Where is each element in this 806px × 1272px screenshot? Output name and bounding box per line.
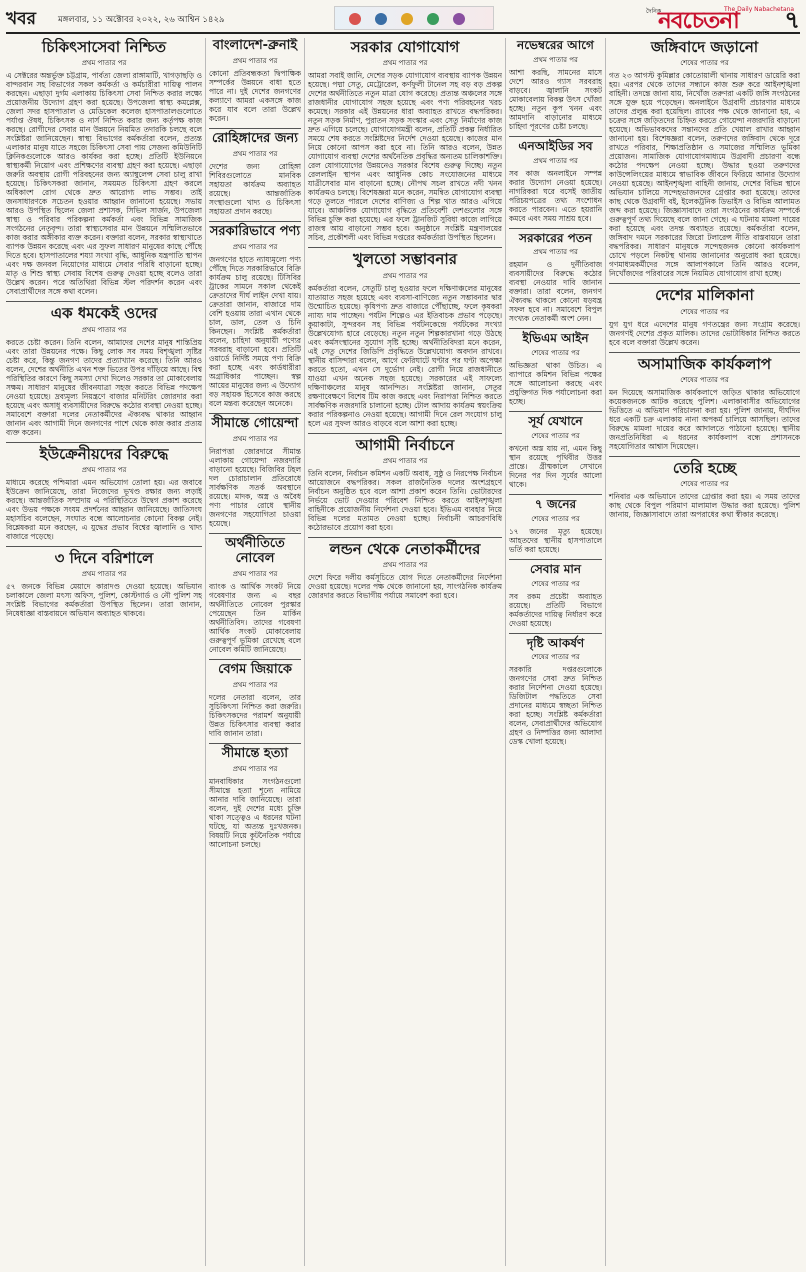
headline[interactable]: ৭ জনের — [534, 496, 577, 511]
story-body: কর্মকর্তারা বলেন, সেতুটি চালু হওয়ার ফলে দক্ষিণাঞ্চলের মানুষের যাতায়াত সহজ হয়েছে এবং ব্যবসা-বাণিজ্যে নতুন সম্ভাবনার দ্বার উন্মোচিত হয়েছে। কৃষিপণ্য দ্রুত বাজারে পৌঁছাচ্ছে, ফলে কৃষকরা ন্যায্য দাম পাচ্ছেন। পর্যটন শিল্পেও এর ইতিবাচক প্রভাব পড়েছে। কুয়াকাটা, সুন্দরবন সহ বিভিন্ন পর্যটনকেন্দ্রে পর্যটকের সংখ্যা উল্লেখযোগ্য হারে বেড়েছে। নতুন নতুন শিল্পকারখানা গড়ে উঠছে এবং কর্মসংস্থানের সুযোগ সৃষ্টি হচ্ছে। অর্থনীতিবিদরা মনে করেন, এই সেতু দেশের জিডিপি প্রবৃদ্ধিতে উল্লেখযোগ্য অবদান রাখবে। স্থানীয় বাসিন্দারা বলেন, আগে ফেরিঘাটে ঘণ্টার পর ঘণ্টা অপেক্ষা করতে হতো, এখন সে দুর্ভোগ নেই। রোগী নিয়ে রাজধানীতে যাওয়া এখন অনেক সহজ হয়েছে। সরকারের এই সাফল্যে দক্ষিণাঞ্চলের মানুষ আনন্দিত। সংশ্লিষ্টরা জানান, সেতুর রক্ষণাবেক্ষণে বিশেষ টিম কাজ করছে এবং নিরাপত্তা নিশ্চিত করতে সার্বক্ষণিক নজরদারি চালানো হচ্ছে। টোল আদায় কার্যক্রম স্বয়ংক্রিয় করার পরিকল্পনাও নেওয়া হয়েছে। আগামী দিনে রেল সংযোগ চালু হলে এর সুফল আরও বাড়বে বলে আশা করা হচ্ছে। — [308, 283, 502, 428]
story — [209, 537, 301, 654]
story — [509, 232, 602, 324]
story-body: দেশে ফিরে দলীয় কর্মসূচিতে যোগ দিতে নেতাকর্মীদের নির্দেশনা দেওয়া হয়েছে। দলের পক্ষ থেকে জানানো হয়, সাংগঠনিক কার্যক্রম জোরদার করতে বিভাগীয় পর্যায়ে সমাবেশ করা হবে। — [308, 573, 502, 600]
divider — [509, 136, 602, 137]
story — [308, 541, 502, 600]
divider — [6, 442, 202, 443]
divider — [209, 413, 301, 414]
story-body: মানবাধিকার সংগঠনগুলো সীমান্তে হত্যা শূন্যে নামিয়ে আনার দাবি জানিয়েছে। তারা বলেন, দুই দেশের মধ্যে চুক্তি থাকা সত্ত্বেও এ ধরনের ঘটনা ঘটছে, যা অত্যন্ত দুঃখজনক। বিষয়টি নিয়ে কূটনৈতিক পর্যায়ে আলোচনা চলছে। — [209, 776, 301, 849]
story-body: করতে চেষ্টা করেন। তিনি বলেন, আমাদের দেশের মানুষ শান্তিপ্রিয় এবং তারা উন্নয়নের পক্ষে। কিছু লোক সব সময় বিশৃঙ্খলা সৃষ্টির চেষ্টা করে, কিন্তু জনগণ তাদের প্রত্যাখ্যান করেছে। তিনি আরও বলেন, দেশের অর্থনীতি এখন শক্ত ভিতের উপর দাঁড়িয়ে আছে। বিশ্ব পরিস্থিতির কারণে কিছু সমস্যা দেখা দিলেও সরকার তা মোকাবেলায় সক্ষম। সাধারণ মানুষের জীবনযাত্রা সহজ করতে বিভিন্ন পদক্ষেপ নেওয়া হয়েছে। দ্রব্যমূল্য নিয়ন্ত্রণে বাজার মনিটরিং জোরদার করা হয়েছে এবং অসাধু ব্যবসায়ীদের বিরুদ্ধে কঠোর ব্যবস্থা নেওয়া হচ্ছে। সমাবেশে বক্তারা দলের নেতাকর্মীদের ঐক্যবদ্ধ থাকার আহ্বান জানান এবং আগামী দিনে জনগণের পাশে থেকে কাজ করার প্রত্যয় ব্যক্ত করেন। — [6, 337, 202, 437]
headline[interactable]: চিকিৎসাসেবা নিশ্চিত — [42, 38, 166, 56]
divider — [6, 546, 202, 547]
byline: প্রথম পাতার পর — [81, 325, 127, 334]
story-body: জনগণের হাতে ন্যায্যমূল্যে পণ্য পৌঁছে দিতে সরকারিভাবে বিক্রি কার্যক্রম চালু রয়েছে। টিসিবির ট্রাকের সামনে সকাল থেকেই ক্রেতাদের দীর্ঘ লাইন দেখা যায়। ক্রেতারা জানান, বাজারে দাম বেশি হওয়ায় তারা এখান থেকে চাল, ডাল, তেল ও চিনি কিনছেন। সংশ্লিষ্ট কর্মকর্তারা বলেন, চাহিদা অনুযায়ী পণ্যের সরবরাহ বাড়ানো হবে। প্রতিটি ওয়ার্ডে নির্দিষ্ট সময়ে পণ্য বিক্রি করা হচ্ছে এবং কার্ডধারীরা অগ্রাধিকার পাচ্ছেন। স্বল্প আয়ের মানুষের জন্য এ উদ্যোগ বড় সহায়ক হিসেবে কাজ করছে বলে মন্তব্য করেছেন অনেকে। — [209, 254, 301, 408]
byline: প্রথম পাতার পর — [232, 242, 278, 251]
headline[interactable]: এক ধমকেই ওদের — [50, 304, 158, 323]
headline[interactable]: সরকারের পতন — [519, 230, 592, 245]
headline[interactable]: ইভিএম আইন — [522, 331, 589, 346]
byline: শেষের পাতার পর — [680, 480, 729, 488]
headline[interactable]: অর্থনীতিতে নোবেল — [225, 535, 285, 566]
divider — [209, 659, 301, 660]
story-body: অভিজ্ঞতা থাকা উচিত। এ ব্যাপারে কমিশন বিভিন্ন পক্ষের সঙ্গে আলোচনা করছে এবং প্রযুক্তিগত দিক পর্যালোচনা করা হচ্ছে। — [509, 361, 602, 407]
story — [6, 305, 202, 436]
headline[interactable]: নভেম্বরের আগে — [517, 38, 594, 52]
story — [509, 498, 602, 554]
divider — [609, 456, 800, 457]
story-body: তিনি বলেন, নির্বাচন কমিশন একটি অবাধ, সুষ্ঠু ও নিরপেক্ষ নির্বাচন আয়োজনে বদ্ধপরিকর। সকল রাজনৈতিক দলের অংশগ্রহণে নির্বাচন অনুষ্ঠিত হবে বলে আশা প্রকাশ করেন তিনি। ভোটারদের নির্ভয়ে ভোট দেওয়ার পরিবেশ নিশ্চিত করতে আইনশৃঙ্খলা বাহিনীকে প্রয়োজনীয় নির্দেশনা দেওয়া হবে। ইভিএম ব্যবহার নিয়ে বিভিন্ন দলের মতামত নেওয়া হচ্ছে। নির্বাচনী আচরণবিধি কঠোরভাবে প্রয়োগ করা হবে। — [308, 468, 502, 532]
story-body: ব্যাংক ও আর্থিক সংকট নিয়ে গবেষণার জন্য এ বছর অর্থনীতিতে নোবেল পুরস্কার পেয়েছেন তিন মার্কিন অর্থনীতিবিদ। তাদের গবেষণা আর্থিক সংকট মোকাবেলায় গুরুত্বপূর্ণ ভূমিকা রেখেছে বলে নোবেল কমিটি জানিয়েছে। — [209, 581, 301, 654]
headline[interactable]: দৃষ্টি আকর্ষণ — [526, 635, 585, 650]
headline[interactable]: খুলতো সম্ভাবনার — [353, 250, 457, 269]
story — [209, 39, 301, 123]
byline: প্রথম পাতার পর — [232, 569, 278, 578]
divider — [509, 494, 602, 495]
logo-name: নবচেতনা — [658, 8, 739, 34]
story — [609, 287, 800, 346]
headline[interactable]: দেশের মালিকানা — [655, 286, 754, 305]
byline: প্রথম পাতার পর — [533, 156, 578, 165]
story — [6, 39, 202, 296]
story-body: আমরা সবাই জানি, দেশের সড়ক যোগাযোগ ব্যবস্থায় ব্যাপক উন্নয়ন হয়েছে। পদ্মা সেতু, মেট্রোরেল, কর্ণফুলী টানেল সহ বড় বড় প্রকল্প দেশের অর্থনীতিতে নতুন মাত্রা যোগ করেছে। প্রত্যন্ত অঞ্চলের সঙ্গে রাজধানীর যোগাযোগ সহজ হয়েছে এবং পণ্য পরিবহনের খরচ কমেছে। সরকার এই উন্নয়নের ধারা অব্যাহত রাখতে বদ্ধপরিকর। নতুন সড়ক নির্মাণ, পুরাতন সড়ক সংস্কার এবং সেতু নির্মাণের কাজ দ্রুত এগিয়ে চলেছে। যোগাযোগমন্ত্রী বলেন, প্রতিটি প্রকল্প নির্ধারিত সময়ে শেষ করতে সংশ্লিষ্টদের নির্দেশ দেওয়া হয়েছে। কাজের মান নিয়ে কোনো আপস করা হবে না। তিনি আরও বলেন, উন্নত যোগাযোগ ব্যবস্থা দেশের অর্থনৈতিক প্রবৃদ্ধির অন্যতম চালিকাশক্তি। রেল যোগাযোগের উন্নয়নেও সরকার বিশেষ গুরুত্ব দিচ্ছে। নতুন রেললাইন স্থাপন এবং আধুনিক কোচ সংযোজনের মাধ্যমে যাত্রীসেবার মান বাড়ানো হচ্ছে। নৌপথ সচল রাখতে নদী খনন কার্যক্রমও চলছে। বিশেষজ্ঞরা মনে করেন, সমন্বিত যোগাযোগ ব্যবস্থা গড়ে তুলতে পারলে দেশের বাণিজ্য ও শিল্প খাত আরও এগিয়ে যাবে। আঞ্চলিক যোগাযোগ বৃদ্ধিতে প্রতিবেশী দেশগুলোর সঙ্গে বিভিন্ন চুক্তি করা হয়েছে। এর ফলে ট্রানজিট সুবিধা কাজে লাগিয়ে রাজস্ব আয় বাড়ানো সম্ভব হবে। অনুষ্ঠানে সংশ্লিষ্ট মন্ত্রণালয়ের সচিব, প্রকৌশলী এবং বিভিন্ন দপ্তরের কর্মকর্তারা উপস্থিত ছিলেন। — [308, 71, 502, 243]
story — [308, 39, 502, 242]
column-4 — [505, 38, 602, 1266]
divider — [509, 411, 602, 412]
page-number: ৭ — [784, 6, 800, 34]
story — [209, 747, 301, 849]
headline[interactable]: জঙ্গিবাদে জড়ানো — [650, 38, 759, 56]
byline: প্রথম পাতার পর — [81, 465, 127, 474]
column-3 — [304, 38, 502, 1266]
story — [6, 550, 202, 618]
story — [6, 446, 202, 541]
story-body: সব রকম প্রচেষ্টা অব্যাহত রয়েছে। প্রতিটি বিভাগে কর্মকর্তাদের দায়িত্ব নির্ধারণ করে দেওয়া হয়েছে। — [509, 591, 602, 628]
headline[interactable]: এনআইডির সব — [518, 138, 593, 153]
column-2 — [205, 38, 301, 1266]
divider — [609, 283, 800, 284]
story-body: যুগ যুগ ধরে এদেশের মানুষ গণতন্ত্রের জন্য সংগ্রাম করেছে। জনগণই দেশের প্রকৃত মালিক। তাদের ভোটাধিকার নিশ্চিত করতে হবে বলে বক্তারা উল্লেখ করেন। — [609, 319, 800, 347]
story — [509, 140, 602, 223]
divider — [509, 633, 602, 634]
headline[interactable]: সীমান্তে হত্যা — [221, 745, 289, 761]
byline: প্রথম পাতার পর — [232, 149, 278, 158]
masthead — [6, 4, 800, 34]
story-body: সব কাজ অনলাইনে সম্পন্ন করার উদ্যোগ নেওয়া হয়েছে। নাগরিকরা ঘরে বসেই জাতীয় পরিচয়পত্রের তথ্য সংশোধন করতে পারবেন। এতে হয়রানি কমবে এবং সময় সাশ্রয় হবে। — [509, 168, 602, 223]
divider — [609, 352, 800, 353]
story-body: এ সেক্টরের অন্তর্ভুক্ত চট্টগ্রাম, পার্বত্য জেলা রাঙ্গামাটি, খাগড়াছড়ি ও বান্দরবান সহ বিভাগের সকল কর্মকর্তা ও কর্মচারীরা দায়িত্ব পালন করছেন। এছাড়া দুর্গম এলাকায় চিকিৎসা সেবা নিশ্চিত করার লক্ষ্যে প্রয়োজনীয় উদ্যোগ গ্রহণ করা হয়েছে। উপজেলা স্বাস্থ্য কমপ্লেক্স, জেলা সদর হাসপাতাল ও মেডিকেল কলেজ হাসপাতালগুলোতে পর্যাপ্ত ঔষধ, চিকিৎসক ও নার্স নিশ্চিত করার জন্য কর্তৃপক্ষ কাজ করছে। রোগীদের সেবার মান উন্নয়নে নিয়মিত তদারকি চলছে বলে সংশ্লিষ্টরা জানিয়েছেন। স্বাস্থ্য বিভাগের কর্মকর্তারা বলেন, প্রত্যন্ত এলাকার মানুষ যাতে সহজে চিকিৎসা সেবা পায় সেজন্য কমিউনিটি ক্লিনিকগুলোকে আরও কার্যকর করা হচ্ছে। প্রতিটি ইউনিয়নে স্বাস্থ্যকর্মী নিয়োগ এবং প্রশিক্ষণের ব্যবস্থা গ্রহণ করা হয়েছে। এছাড়া জরুরি অবস্থায় রোগী পরিবহনের জন্য অ্যাম্বুলেন্স সেবা চালু রাখা হয়েছে। চিকিৎসকরা জানান, সময়মত চিকিৎসা গ্রহণ করলে অধিকাংশ রোগ থেকে দ্রুত আরোগ্য লাভ সম্ভব। তাই জনসাধারণকে সচেতন হওয়ার আহ্বান জানানো হয়েছে। সভায় আরও উপস্থিত ছিলেন জেলা প্রশাসক, সিভিল সার্জন, উপজেলা স্বাস্থ্য ও পরিবার পরিকল্পনা কর্মকর্তা এবং বিভিন্ন সামাজিক সংগঠনের নেতৃবৃন্দ। তারা স্বাস্থ্যসেবার মান উন্নয়নে সম্মিলিতভাবে কাজ করার অঙ্গীকার ব্যক্ত করেন। বক্তারা বলেন, সরকার স্বাস্থ্যখাতে ব্যাপক উন্নয়ন করেছে এবং এর সুফল সাধারণ মানুষের কাছে পৌঁছে দিতে হবে। হাসপাতালের শয্যা সংখ্যা বৃদ্ধি, আধুনিক যন্ত্রপাতি স্থাপন এবং দক্ষ জনবল নিয়োগের মাধ্যমে সেবার পরিধি বাড়ানো হচ্ছে। মাতৃ ও শিশু স্বাস্থ্য সেবায় বিশেষ গুরুত্ব দেওয়া হচ্ছে বলেও তারা উল্লেখ করেন। পরে অতিথিরা বিভিন্ন স্টল পরিদর্শন করেন এবং সেবাপ্রার্থীদের সঙ্গে কথা বলেন। — [6, 71, 202, 297]
byline: শেষের পাতার পর — [680, 375, 729, 384]
headline[interactable]: সেবার মান — [529, 561, 582, 576]
headline[interactable]: সরকারিভাবে পণ্য — [209, 223, 301, 239]
section-name: খবর — [6, 9, 36, 29]
story — [509, 39, 602, 131]
logo-english: The Daily Nabachetana — [724, 6, 795, 13]
column-5 — [605, 38, 800, 1266]
byline: শেষের পাতার পর — [680, 307, 729, 316]
divider — [509, 228, 602, 229]
headline[interactable]: রোহিঙ্গাদের জন্য — [211, 130, 299, 146]
headline[interactable]: সীমান্তে গোয়েন্দা — [211, 415, 299, 431]
byline: প্রথম পাতার পর — [533, 55, 578, 64]
divider — [209, 221, 301, 222]
byline: প্রথম পাতার পর — [232, 56, 278, 65]
byline: শেষের পাতার পর — [531, 349, 580, 358]
story-body: আশা করছি, সামনের মাসে দেশে আরও গ্যাস সরবরাহ বাড়বে। জ্বালানি সংকট মোকাবেলায় বিকল্প উৎস খোঁজা হচ্ছে। নতুন কূপ খনন এবং আমদানি বাড়ানোর মাধ্যমে চাহিদা পূরণের চেষ্টা চলছে। — [509, 67, 602, 131]
column-1 — [6, 38, 202, 1266]
divider — [209, 128, 301, 129]
story-body: দেশের জন্য রোহিঙ্গা শিবিরগুলোতে মানবিক সহায়তা কার্যক্রম অব্যাহত রয়েছে। আন্তর্জাতিক সংস্থাগুলো খাদ্য ও চিকিৎসা সহায়তা প্রদান করছে। — [209, 161, 301, 216]
story-body: নিরাপত্তা জোরদারে সীমান্ত এলাকায় গোয়েন্দা নজরদারি বাড়ানো হয়েছে। বিজিবির টহল দল চোরাচালান প্রতিরোধে সার্বক্ষণিক সতর্ক অবস্থানে রয়েছে। মাদক, অস্ত্র ও অবৈধ পণ্য পাচার রোধে স্থানীয় জনগণের সহযোগিতা চাওয়া হয়েছে। — [209, 446, 301, 528]
divider — [209, 533, 301, 534]
byline: প্রথম পাতার পর — [232, 434, 278, 443]
masthead-artwork — [334, 6, 494, 30]
headline[interactable]: লন্ডন থেকে নেতাকর্মীদের — [329, 539, 481, 558]
headline[interactable]: বাংলাদেশ-ব্রুনাই — [212, 38, 298, 53]
headline[interactable]: আগামী নির্বাচনে — [355, 435, 455, 454]
story — [509, 637, 602, 747]
headline[interactable]: তেরি হচ্ছে — [672, 458, 737, 477]
divider — [308, 537, 502, 538]
headline[interactable]: ৩ দিনে বরিশালে — [54, 548, 154, 567]
byline: প্রথম পাতার পর — [382, 271, 428, 280]
byline: শেষের পাতার পর — [531, 653, 580, 662]
byline: প্রথম পাতার পর — [232, 764, 278, 773]
story-body: মন দিয়েছে অসামাজিক কার্যকলাপে জড়িত থাকার অভিযোগে কয়েকজনকে আটক করেছে পুলিশ। এলাকাবাসীর অভিযোগের ভিত্তিতে এ অভিযান পরিচালনা করা হয়। পুলিশ জানায়, দীর্ঘদিন ধরে একটি চক্র এলাকায় নানা অপকর্ম চালিয়ে আসছিল। তাদের বিরুদ্ধে মামলা দায়ের করে আদালতে পাঠানো হয়েছে। স্থানীয় জনপ্রতিনিধিরা এ ধরনের কার্যকলাপ বন্ধে প্রশাসনকে সহযোগিতার আশ্বাস দিয়েছেন। — [609, 387, 800, 451]
story — [509, 332, 602, 406]
byline: শেষের পাতার পর — [680, 59, 729, 68]
story-body: মাধ্যমে করেছে পশ্চিমারা এমন অভিযোগ তোলা হয়। এর জবাবে ইউক্রেন জানিয়েছে, তারা নিজেদের ভূখণ্ড রক্ষার জন্য লড়াই করছে। আন্তর্জাতিক সম্প্রদায় এ পরিস্থিতিতে উদ্বেগ প্রকাশ করেছে এবং উভয় পক্ষকে সংযম প্রদর্শনের আহ্বান জানিয়েছে। জাতিসংঘ মহাসচিব বলেছেন, সংঘাত বন্ধে আলোচনার কোনো বিকল্প নেই। বিশ্লেষকরা মনে করছেন, এ যুদ্ধের প্রভাব বিশ্বের জ্বালানি ও খাদ্য বাজারে পড়েছে। — [6, 477, 202, 541]
story — [209, 417, 301, 528]
story-body: রহমান ও দুর্নীতিবাজ ব্যবসায়ীদের বিরুদ্ধে কঠোর ব্যবস্থা নেওয়ার দাবি জানান বক্তারা। তারা বলেন, জনগণ ঐক্যবদ্ধ থাকলে কোনো ষড়যন্ত্র সফল হবে না। সমাবেশে বিপুল সংখ্যক নেতাকর্মী অংশ নেন। — [509, 260, 602, 324]
dateline: মঙ্গলবার, ১১ অক্টোবর ২০২২, ২৬ আশ্বিন ১৪২৯ — [58, 15, 225, 25]
story — [308, 251, 502, 427]
story-body: ১৭ জনের মৃত্যু হয়েছে। আহতদের স্থানীয় হাসপাতালে ভর্তি করা হয়েছে। — [509, 526, 602, 554]
story — [609, 460, 800, 519]
byline: প্রথম পাতার পর — [232, 680, 278, 689]
story — [209, 225, 301, 408]
headline[interactable]: অসামাজিক কার্যকলাপ — [637, 354, 772, 373]
story-body: দলের নেতারা বলেন, তার সুচিকিৎসা নিশ্চিত করা জরুরি। চিকিৎসকদের পরামর্শ অনুযায়ী উন্নত চিকিৎসার ব্যবস্থা করার দাবি জানান তারা। — [209, 692, 301, 738]
byline: শেষের পাতার পর — [531, 431, 580, 440]
byline: প্রথম পাতার পর — [382, 561, 428, 569]
headline[interactable]: সরকার যোগাযোগ — [350, 38, 460, 56]
byline: প্রথম পাতার পর — [81, 59, 127, 68]
divider — [6, 301, 202, 302]
byline: প্রথম পাতার পর — [382, 59, 428, 68]
story-body: গত ২৩ আগস্ট কুমিল্লার কোতোয়ালী থানায় সাধারণ ডায়েরি করা হয়। এরপর থেকে তাদের সন্ধানে কাজ শুরু করে আইনশৃঙ্খলা বাহিনী। তদন্তে জানা যায়, নিখোঁজ তরুণরা একটি জঙ্গি সংগঠনের সঙ্গে যুক্ত হয়ে পড়েছেন। অনলাইনে উগ্রবাদী প্রচারণার মাধ্যমে তাদের প্রলুব্ধ করা হয়েছিল। র‍্যাবের পক্ষ থেকে জানানো হয়, এ চক্রের সঙ্গে জড়িতদের চিহ্নিত করতে গোয়েন্দা নজরদারি বাড়ানো হয়েছে। অভিভাবকদের সন্তানদের প্রতি খেয়াল রাখার আহ্বান জানানো হয়। বিশেষজ্ঞরা বলেন, তরুণদের জঙ্গিবাদ থেকে দূরে রাখতে পরিবার, শিক্ষাপ্রতিষ্ঠান ও সমাজের সম্মিলিত ভূমিকা প্রয়োজন। সামাজিক যোগাযোগমাধ্যমে উগ্রবাদী প্রচারণা বন্ধে কঠোর পদক্ষেপ নেওয়া হচ্ছে। উদ্ধার হওয়া তরুণদের কাউন্সেলিংয়ের মাধ্যমে স্বাভাবিক জীবনে ফিরিয়ে আনার উদ্যোগ নেওয়া হয়েছে। আইনশৃঙ্খলা বাহিনী জানায়, দেশের বিভিন্ন স্থানে অভিযান চালিয়ে সন্দেহভাজনদের গ্রেপ্তার করা হয়েছে। তাদের কাছ থেকে উগ্রবাদী বই, ইলেকট্রনিক ডিভাইস ও বিভিন্ন আলামত জব্দ করা হয়েছে। জিজ্ঞাসাবাদে তারা সংগঠনের কার্যক্রম সম্পর্কে গুরুত্বপূর্ণ তথ্য দিয়েছে বলে জানা গেছে। এ ঘটনায় মামলা দায়ের করা হয়েছে এবং তদন্ত অব্যাহত রয়েছে। কর্মকর্তারা বলেন, জঙ্গিবাদ দমনে সরকারের জিরো টলারেন্স নীতি বাস্তবায়নে তারা বদ্ধপরিকর। সাধারণ মানুষকে সন্দেহজনক কোনো কার্যকলাপ চোখে পড়লে নিকটস্থ থানায় জানানোর অনুরোধ করা হয়েছে। গণমাধ্যমকর্মীদের সঙ্গে আলাপকালে তিনি আরও বলেন, নিখোঁজদের পরিবারের সঙ্গে নিয়মিত যোগাযোগ রাখা হচ্ছে। — [609, 71, 800, 279]
byline: প্রথম পাতার পর — [533, 248, 578, 257]
story — [209, 663, 301, 738]
story — [609, 356, 800, 451]
byline: প্রথম পাতার পর — [81, 570, 127, 578]
byline: শেষের পাতার পর — [531, 514, 580, 523]
story — [609, 39, 800, 278]
story — [509, 563, 602, 628]
story — [509, 415, 602, 489]
story — [308, 437, 502, 532]
divider — [209, 743, 301, 744]
logo-daily: দৈনিক — [646, 8, 662, 15]
divider — [308, 433, 502, 434]
divider — [308, 247, 502, 248]
story — [209, 132, 301, 216]
headline[interactable]: সূর্য যেখানে — [528, 414, 583, 429]
story-body: সরকারি দপ্তরগুলোকে জনগণের সেবা দ্রুত নিশ্চিত করার নির্দেশনা দেওয়া হয়েছে। ডিজিটাল পদ্ধতিতে সেবা প্রদানের মাধ্যমে স্বচ্ছতা নিশ্চিত করা হচ্ছে। সংশ্লিষ্ট কর্মকর্তারা বলেন, সেবাপ্রার্থীদের অভিযোগ গ্রহণ ও নিষ্পত্তির জন্য আলাদা ডেস্ক খোলা হয়েছে। — [509, 665, 602, 747]
story-body: শনিবার এক অভিযানে তাদের গ্রেপ্তার করা হয়। এ সময় তাদের কাছ থেকে বিপুল পরিমাণ মালামাল উদ্ধার করা হয়েছে। পুলিশ জানায়, জিজ্ঞাসাবাদে তারা অপরাধের কথা স্বীকার করেছে। — [609, 492, 800, 519]
byline: শেষের পাতার পর — [531, 579, 580, 588]
story-body: কখনো অস্ত যায় না, এমন কিছু স্থান রয়েছে পৃথিবীর উত্তর প্রান্তে। গ্রীষ্মকালে সেখানে দিনের পর দিন সূর্যের আলো থাকে। — [509, 443, 602, 489]
headline[interactable]: ইউক্রেনীয়দের বিরুদ্ধে — [39, 444, 169, 463]
story-body: কোনো প্রতিবন্ধকতা দ্বিপাক্ষিক সম্পর্কের উন্নয়নে বাধা হতে পারে না। দুই দেশের জনগণের কল্যাণে আমরা একসঙ্গে কাজ করে যাব বলে তারা উল্লেখ করেন। — [209, 68, 301, 123]
headline[interactable]: বেগম জিয়াকে — [218, 661, 292, 677]
story-body: ৫৭ জনকে বিভিন্ন মেয়াদে কারাদণ্ড দেওয়া হয়েছে। অভিযান চলাকালে জেলা মৎস্য অফিস, পুলিশ, কোস্টগার্ড ও নৌ পুলিশ সহ সংশ্লিষ্ট বিভাগের কর্মকর্তারা উপস্থিত ছিলেন। তারা জানান, নিষেধাজ্ঞা বাস্তবায়নে অভিযান অব্যাহত থাকবে। — [6, 582, 202, 618]
divider — [509, 559, 602, 560]
divider — [509, 328, 602, 329]
byline: প্রথম পাতার পর — [382, 456, 428, 465]
